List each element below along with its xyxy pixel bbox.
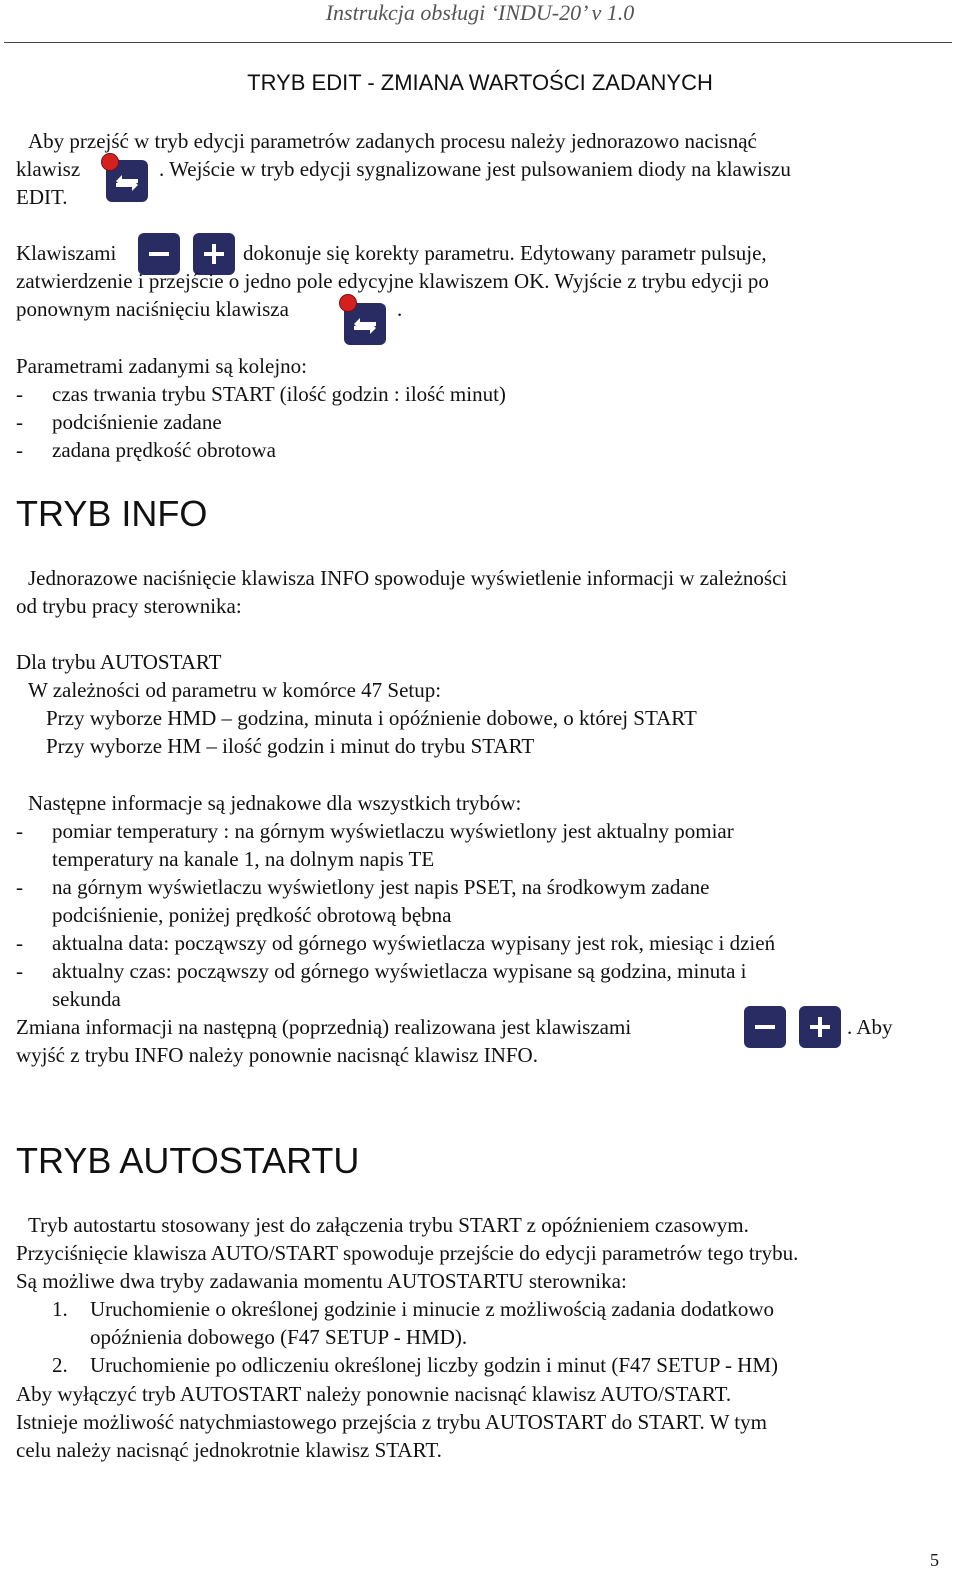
plus-key-icon (799, 1006, 841, 1048)
list-dash: - (16, 410, 23, 434)
list-dash: - (16, 819, 23, 843)
edit-p1-line2a: klawisz (16, 157, 81, 181)
list-number: 2. (52, 1353, 68, 1377)
list-item: czas trwania trybu START (ilość godzin : ilość minut) (52, 382, 506, 406)
info-autostart-line2: W zależności od parametru w komórce 47 Setup: (28, 678, 442, 702)
list-item: zadana prędkość obrotowa (52, 438, 276, 462)
list-number: 1. (52, 1297, 68, 1321)
list-item: Uruchomienie po odliczeniu określonej liczby godzin i minut (F47 SETUP - HM) (90, 1353, 779, 1377)
info-change-line2: wyjść z trybu INFO należy ponownie nacisnąć klawisz INFO. (16, 1043, 538, 1067)
info-autostart-line4: Przy wyborze HM – ilość godzin i minut do trybu START (46, 734, 535, 758)
list-dash: - (16, 875, 23, 899)
list-dash: - (16, 959, 23, 983)
edit-p2-line1a: Klawiszami (16, 241, 117, 265)
edit-p1-line1: Aby przejść w tryb edycji parametrów zadanych procesu należy jednorazowo nacisnąć (28, 129, 757, 153)
list-dash: - (16, 382, 23, 406)
list-item: Uruchomienie o określonej godzinie i minucie z możliwością zadania dodatkowo (90, 1297, 775, 1321)
autostart-line2: Przyciśnięcie klawisza AUTO/START spowoduje przejście do edycji parametrów tego trybu. (16, 1241, 799, 1265)
edit-params-intro: Parametrami zadanymi są kolejno: (16, 354, 307, 378)
info-p1-line2: od trybu pracy sterownika: (16, 594, 242, 618)
edit-heading: TRYB EDIT - ZMIANA WARTOŚCI ZADANYCH (247, 70, 713, 95)
list-item-cont: sekunda (52, 987, 121, 1011)
autostart-line4: Aby wyłączyć tryb AUTOSTART należy ponownie nacisnąć klawisz AUTO/START. (16, 1382, 732, 1406)
autostart-line3: Są możliwe dwa tryby zadawania momentu AUTOSTARTU sterownika: (16, 1269, 627, 1293)
led-indicator-icon (101, 153, 119, 171)
list-dash: - (16, 438, 23, 462)
list-item: pomiar temperatury : na górnym wyświetlaczu wyświetlony jest aktualny pomiar (52, 819, 734, 843)
list-item-cont: opóźnienia dobowego (F47 SETUP - HMD). (90, 1325, 468, 1349)
list-dash: - (16, 931, 23, 955)
led-indicator-icon (339, 294, 357, 312)
autostart-line6: celu należy nacisnąć jednokrotnie klawisz START. (16, 1438, 442, 1462)
info-p1-line1: Jednorazowe naciśnięcie klawisza INFO spowoduje wyświetlenie informacji w zależności (28, 566, 788, 590)
edit-p2-line3a: ponownym naciśnięciu klawisza (16, 297, 289, 321)
autostart-line5: Istnieje możliwość natychmiastowego przejścia z trybu AUTOSTART do START. W tym (16, 1410, 767, 1434)
info-change-line1a: Zmiana informacji na następną (poprzednią) realizowana jest klawiszami (16, 1015, 632, 1039)
autostart-heading: TRYB AUTOSTARTU (16, 1140, 360, 1181)
edit-p1-line3: EDIT. (16, 185, 68, 209)
list-item: podciśnienie zadane (52, 410, 222, 434)
page-number: 5 (930, 1550, 939, 1570)
info-next-intro: Następne informacje są jednakowe dla wszystkich trybów: (28, 791, 522, 815)
list-item: aktualna data: począwszy od górnego wyświetlacza wypisany jest rok, miesiąc i dzień (52, 931, 776, 955)
info-heading: TRYB INFO (16, 493, 208, 534)
list-item-cont: temperatury na kanale 1, na dolnym napis TE (52, 847, 435, 871)
edit-p1-line2b: . Wejście w tryb edycji sygnalizowane jest pulsowaniem diody na klawiszu (159, 157, 791, 181)
info-autostart-line3: Przy wyborze HMD – godzina, minuta i opóźnienie dobowe, o której START (46, 706, 697, 730)
minus-key-icon (744, 1006, 786, 1048)
edit-p2-line1b: dokonuje się korekty parametru. Edytowany parametr pulsuje, (243, 241, 767, 265)
list-item: na górnym wyświetlaczu wyświetlony jest napis PSET, na środkowym zadane (52, 875, 710, 899)
list-item-cont: podciśnienie, poniżej prędkość obrotową bębna (52, 903, 452, 927)
list-item: aktualny czas: począwszy od górnego wyświetlacza wypisane są godzina, minuta i (52, 959, 747, 983)
info-autostart-line1: Dla trybu AUTOSTART (16, 650, 222, 674)
autostart-line1: Tryb autostartu stosowany jest do załączenia trybu START z opóźnieniem czasowym. (28, 1213, 749, 1237)
edit-p2-line2: zatwierdzenie i przejście o jedno pole edycyjne klawiszem OK. Wyjście z trybu edycji po (16, 269, 769, 293)
header-rule (4, 42, 952, 43)
info-change-line1b: . Aby (847, 1015, 893, 1039)
edit-p2-line3b: . (397, 297, 403, 321)
document-header: Instrukcja obsługi ‘INDU-20’ v 1.0 (325, 0, 635, 25)
